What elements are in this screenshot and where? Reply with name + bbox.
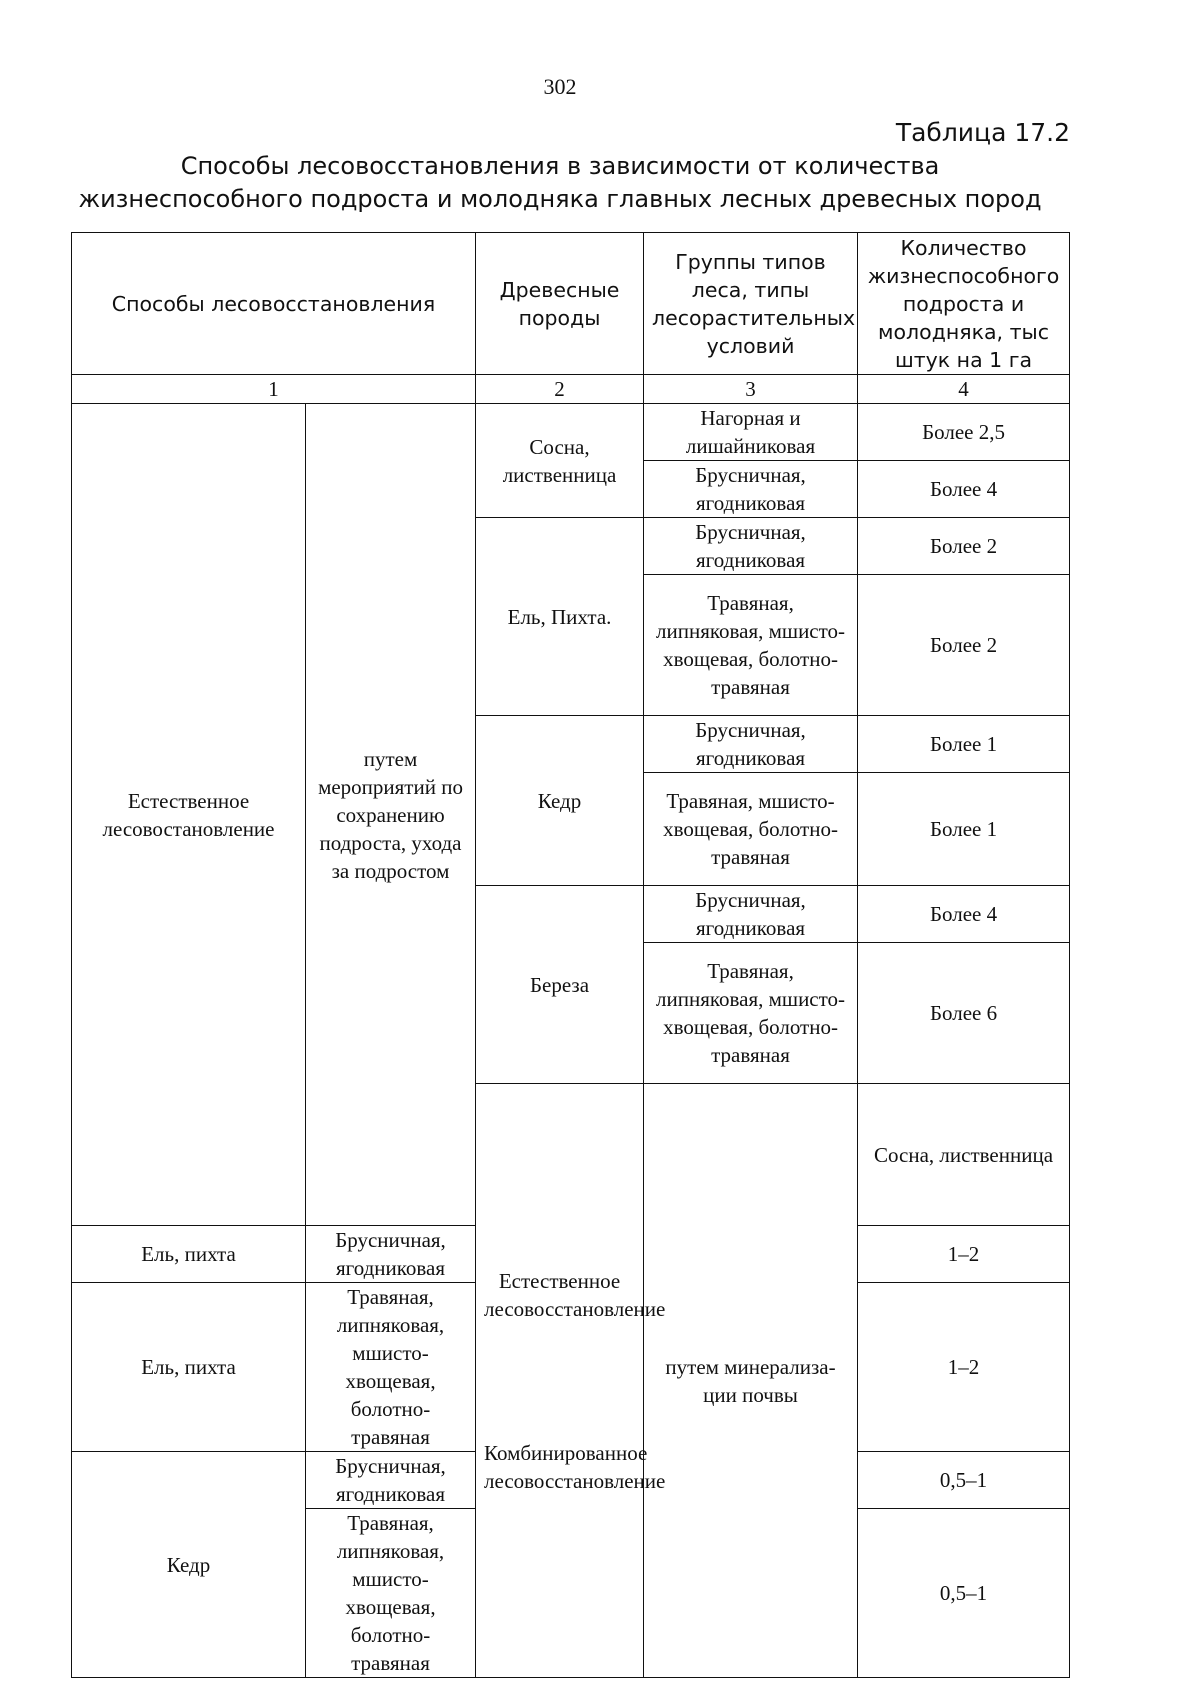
amount-cell: Более 2 bbox=[858, 575, 1070, 716]
forest-type-cell: Травяная, липняковая, мшисто-хвощевая, болотно-травяная bbox=[644, 575, 858, 716]
amount-cell: Более 2,5 bbox=[858, 404, 1070, 461]
forest-type-cell: Брусничная, ягодниковая bbox=[644, 886, 858, 943]
forest-type-cell: Травяная, мшисто-хвощевая, болотно-травяная bbox=[644, 773, 858, 886]
header-methods: Способы лесовосстановления bbox=[72, 233, 476, 375]
amount-cell: 0,5–1 bbox=[858, 1452, 1070, 1509]
forest-type-cell: Брусничная, ягодниковая bbox=[306, 1226, 476, 1283]
column-number-row bbox=[72, 375, 1070, 404]
table-header-row bbox=[72, 233, 1070, 375]
amount-cell: 0,5–1 bbox=[858, 1509, 1070, 1678]
method-cell: Естественное лесовостановление bbox=[72, 404, 306, 1226]
column-number: 2 bbox=[476, 375, 644, 404]
species-cell: Береза bbox=[476, 886, 644, 1084]
amount-cell: 1–2 bbox=[858, 1283, 1070, 1452]
forest-type-cell: Травяная, липняковая, мшисто-хвощевая, болотно-травяная bbox=[644, 943, 858, 1084]
species-cell: Сосна, лиственница bbox=[858, 1084, 1070, 1226]
forest-type-cell: Брусничная, ягодниковая bbox=[644, 461, 858, 518]
amount-cell: Более 1 bbox=[858, 773, 1070, 886]
column-number: 1 bbox=[72, 375, 476, 404]
method-natural: Естественное лесовосстановление bbox=[484, 1268, 666, 1321]
page-number: 302 bbox=[543, 74, 577, 99]
header-species: Древесные породы bbox=[476, 233, 644, 375]
table-title-line-1: Способы лесовосстановления в зависимости от количества bbox=[180, 152, 940, 180]
forest-type-cell: Брусничная, ягодниковая bbox=[306, 1452, 476, 1509]
table-title bbox=[60, 150, 1060, 216]
table-title-line-2: жизнеспособного подроста и молодняка главных лесных древесных пород bbox=[78, 185, 1042, 213]
column-number: 3 bbox=[644, 375, 858, 404]
way-cell: путем минерализа-ции почвы bbox=[644, 1084, 858, 1678]
amount-cell: Более 2 bbox=[858, 518, 1070, 575]
column-number: 4 bbox=[858, 375, 1070, 404]
amount-cell: Более 6 bbox=[858, 943, 1070, 1084]
forest-type-cell: Нагорная и лишайниковая bbox=[644, 404, 858, 461]
forest-type-cell: Брусничная, ягодниковая bbox=[644, 518, 858, 575]
header-amount: Количество жизнеспособного подроста и молодняка, тыс штук на 1 га bbox=[858, 233, 1070, 375]
amount-cell: 1–2 bbox=[858, 1226, 1070, 1283]
reforestation-table bbox=[71, 232, 1070, 1678]
table-row bbox=[72, 404, 1070, 461]
amount-cell: Более 1 bbox=[858, 716, 1070, 773]
forest-type-cell: Травяная, липняковая, мшисто-хвощевая, болотно-травяная bbox=[306, 1509, 476, 1678]
way-cell: путем мероприятий по сохранению подроста, ухода за подростом bbox=[306, 404, 476, 1226]
species-cell: Ель, пихта bbox=[72, 1226, 306, 1283]
method-cell bbox=[476, 1084, 666, 1678]
forest-type-cell: Травяная, липняковая, мшисто-хвощевая, болотно-травяная bbox=[306, 1283, 476, 1452]
header-forest-types: Группы типов леса, типы лесорастительных условий bbox=[644, 233, 858, 375]
table-label: Таблица 17.2 bbox=[895, 118, 1070, 147]
species-cell: Сосна, лиственница bbox=[476, 404, 644, 518]
species-cell: Ель, Пихта. bbox=[476, 518, 644, 716]
amount-cell: Более 4 bbox=[858, 886, 1070, 943]
method-combined: Комбинированное лесовосстановление bbox=[484, 1440, 666, 1493]
species-cell: Кедр bbox=[476, 716, 644, 886]
amount-cell: Более 4 bbox=[858, 461, 1070, 518]
species-cell: Ель, пихта bbox=[72, 1283, 306, 1452]
forest-type-cell: Брусничная, ягодниковая bbox=[644, 716, 858, 773]
species-cell: Кедр bbox=[72, 1452, 306, 1678]
